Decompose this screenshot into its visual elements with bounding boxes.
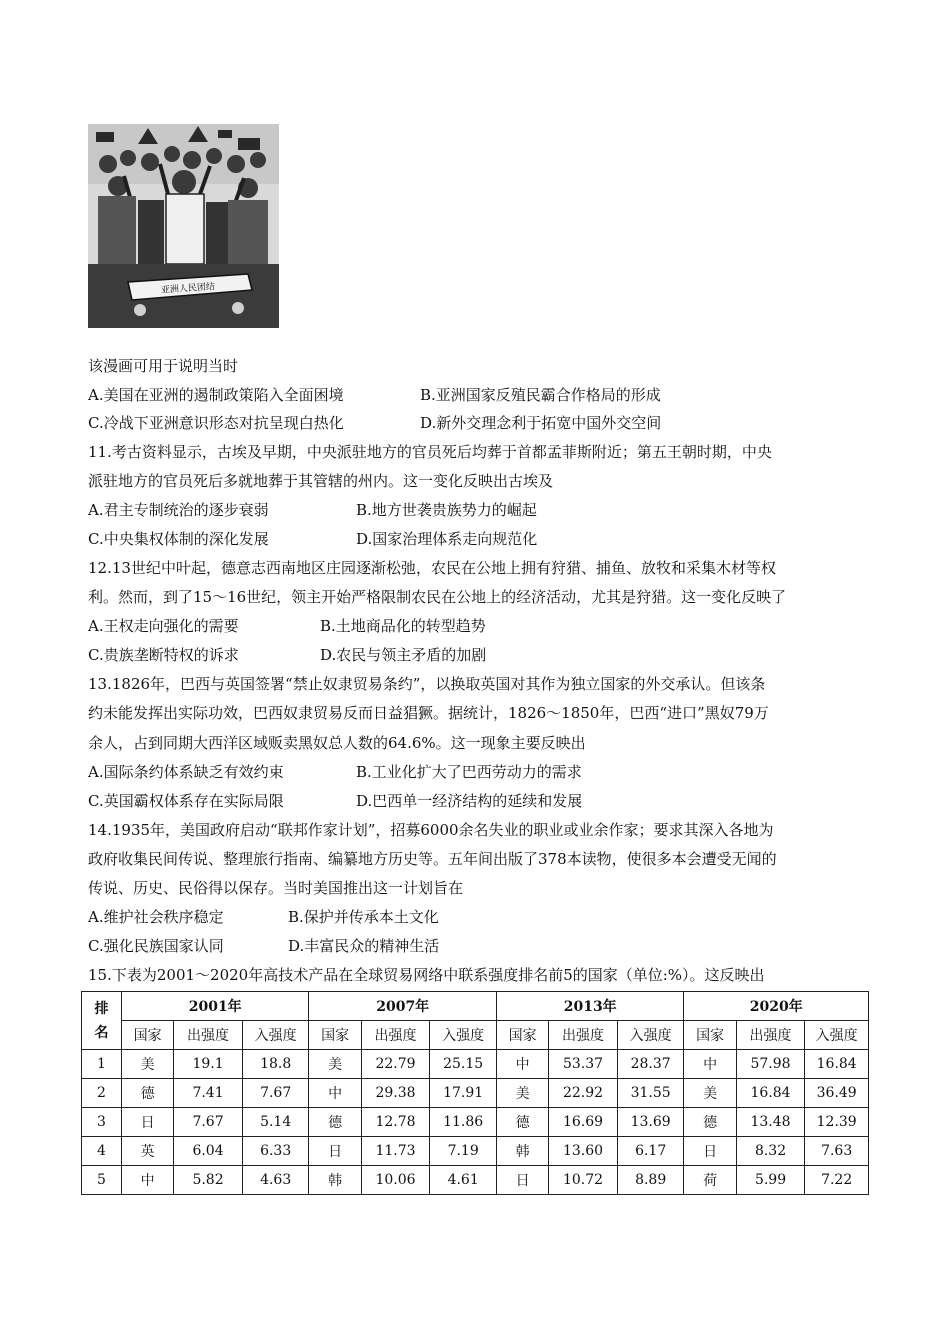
year-header-2001: 2001年 <box>121 992 309 1021</box>
table-cell: 29.38 <box>361 1079 430 1108</box>
table-cell: 13.48 <box>736 1108 805 1137</box>
q11-stem-line1: 11.考古资料显示，古埃及早期，中央派驻地方的官员死后均葬于首都孟菲斯附近；第五王朝时期，中央 <box>88 443 772 461</box>
q10-stem: 该漫画可用于说明当时 <box>88 357 239 375</box>
table-cell: 日 <box>684 1137 736 1166</box>
table-cell: 22.92 <box>549 1079 618 1108</box>
table-cell: 13.69 <box>617 1108 684 1137</box>
q10-option-c: C.冷战下亚洲意识形态对抗呈现白热化 <box>88 414 344 432</box>
table-cell: 53.37 <box>549 1050 618 1079</box>
table-row <box>82 1108 869 1137</box>
table-cell: 英 <box>121 1137 173 1166</box>
table-cell: 7.63 <box>805 1137 869 1166</box>
q11-option-c: C.中央集权体制的深化发展 <box>88 530 269 548</box>
table-cell: 11.73 <box>361 1137 430 1166</box>
table-cell: 7.41 <box>174 1079 243 1108</box>
table-cell: 7.19 <box>430 1137 497 1166</box>
table-cell: 16.69 <box>549 1108 618 1137</box>
rank-header-label: 排名 <box>94 1000 109 1041</box>
table-cell: 13.60 <box>549 1137 618 1166</box>
col-header-out: 出强度 <box>174 1021 243 1050</box>
q13-option-a: A.国际条约体系缺乏有效约束 <box>88 763 284 781</box>
col-header-in: 入强度 <box>805 1021 869 1050</box>
rank-cell: 4 <box>82 1137 122 1166</box>
year-header-2013: 2013年 <box>496 992 684 1021</box>
col-header-in: 入强度 <box>617 1021 684 1050</box>
table-cell: 36.49 <box>805 1079 869 1108</box>
trade-intensity-table <box>81 991 869 1195</box>
col-header-out: 出强度 <box>736 1021 805 1050</box>
q13-option-c: C.英国霸权体系存在实际局限 <box>88 792 284 810</box>
q14-option-b: B.保护并传承本土文化 <box>288 908 439 926</box>
q15-stem: 15.下表为2001～2020年高技术产品在全球贸易网络中联系强度排名前5的国家（单位:%）。这反映出 <box>88 966 765 984</box>
table-cell: 17.91 <box>430 1079 497 1108</box>
q11-option-a: A.君主专制统治的逐步衰弱 <box>88 501 269 519</box>
col-header-in: 入强度 <box>430 1021 497 1050</box>
q12-option-b: B.土地商品化的转型趋势 <box>320 617 486 635</box>
table-row <box>82 1137 869 1166</box>
table-cell: 5.99 <box>736 1166 805 1195</box>
year-header-2007: 2007年 <box>309 992 497 1021</box>
cartoon-banner-text: 亚洲人民团结 <box>160 282 216 296</box>
table-cell: 25.15 <box>430 1050 497 1079</box>
table-cell: 8.32 <box>736 1137 805 1166</box>
table-cell: 美 <box>684 1079 736 1108</box>
q11-stem-line2: 派驻地方的官员死后多就地葬于其管辖的州内。这一变化反映出古埃及 <box>88 472 554 490</box>
col-header-in: 入强度 <box>242 1021 309 1050</box>
col-header-out: 出强度 <box>361 1021 430 1050</box>
q10-option-a: A.美国在亚洲的遏制政策陷入全面困境 <box>88 386 344 404</box>
table-cell: 韩 <box>496 1137 548 1166</box>
rank-cell: 1 <box>82 1050 122 1079</box>
table-cell: 德 <box>121 1079 173 1108</box>
table-cell: 11.86 <box>430 1108 497 1137</box>
q10-option-d: D.新外交理念利于拓宽中国外交空间 <box>420 414 662 432</box>
table-cell: 日 <box>309 1137 361 1166</box>
q13-option-d: D.巴西单一经济结构的延续和发展 <box>356 792 583 810</box>
table-cell: 28.37 <box>617 1050 684 1079</box>
q12-stem-line1: 12.13世纪中叶起，德意志西南地区庄园逐渐松弛，农民在公地上拥有狩猎、捕鱼、放牧和采集木材等权 <box>88 559 776 577</box>
table-cell: 19.1 <box>174 1050 243 1079</box>
table-cell: 德 <box>496 1108 548 1137</box>
table-cell: 中 <box>309 1079 361 1108</box>
table-cell: 韩 <box>309 1166 361 1195</box>
table-cell: 12.78 <box>361 1108 430 1137</box>
table-cell: 5.82 <box>174 1166 243 1195</box>
table-cell: 中 <box>496 1050 548 1079</box>
q11-option-d: D.国家治理体系走向规范化 <box>356 530 538 548</box>
q14-stem-line1: 14.1935年，美国政府启动“联邦作家计划”，招募6000余名失业的职业或业余作家；要求其深入各地为 <box>88 821 774 839</box>
q10-option-b: B.亚洲国家反殖民霸合作格局的形成 <box>420 386 661 404</box>
table-cell: 美 <box>121 1050 173 1079</box>
year-header-2020: 2020年 <box>684 992 869 1021</box>
table-cell: 7.67 <box>242 1079 309 1108</box>
table-cell: 16.84 <box>736 1079 805 1108</box>
table-cell: 31.55 <box>617 1079 684 1108</box>
rank-header <box>82 992 122 1050</box>
q13-stem-line2: 约未能发挥出实际功效，巴西奴隶贸易反而日益猖獗。据统计，1826～1850年，巴西“进口”黑奴79万 <box>88 704 769 722</box>
table-cell: 5.14 <box>242 1108 309 1137</box>
table-cell: 6.33 <box>242 1137 309 1166</box>
table-cell: 10.72 <box>549 1166 618 1195</box>
q13-stem-line1: 13.1826年，巴西与英国签署“禁止奴隶贸易条约”，以换取英国对其作为独立国家的外交承认。但该条 <box>88 675 766 693</box>
table-cell: 10.06 <box>361 1166 430 1195</box>
col-header-country: 国家 <box>684 1021 736 1050</box>
table-cell: 7.67 <box>174 1108 243 1137</box>
q14-option-c: C.强化民族国家认同 <box>88 937 224 955</box>
q14-option-a: A.维护社会秩序稳定 <box>88 908 224 926</box>
col-header-country: 国家 <box>309 1021 361 1050</box>
table-cell: 荷 <box>684 1166 736 1195</box>
table-cell: 日 <box>496 1166 548 1195</box>
table-cell: 德 <box>309 1108 361 1137</box>
table-cell: 12.39 <box>805 1108 869 1137</box>
rank-cell: 2 <box>82 1079 122 1108</box>
table-cell: 中 <box>121 1166 173 1195</box>
q12-option-d: D.农民与领主矛盾的加剧 <box>320 646 487 664</box>
rank-cell: 5 <box>82 1166 122 1195</box>
q14-stem-line2: 政府收集民间传说、整理旅行指南、编纂地方历史等。五年间出版了378本读物，使很多本会遭受无闻的 <box>88 850 777 868</box>
table-cell: 中 <box>684 1050 736 1079</box>
q11-option-b: B.地方世袭贵族势力的崛起 <box>356 501 537 519</box>
table-cell: 美 <box>309 1050 361 1079</box>
table-cell: 美 <box>496 1079 548 1108</box>
q12-option-c: C.贵族垄断特权的诉求 <box>88 646 239 664</box>
q13-stem-line3: 余人，占到同期大西洋区域贩卖黑奴总人数的64.6%。这一现象主要反映出 <box>88 734 586 752</box>
table-cell: 日 <box>121 1108 173 1137</box>
table-cell: 22.79 <box>361 1050 430 1079</box>
table-cell: 7.22 <box>805 1166 869 1195</box>
table-cell: 德 <box>684 1108 736 1137</box>
table-cell: 4.63 <box>242 1166 309 1195</box>
q14-stem-line3: 传说、历史、民俗得以保存。当时美国推出这一计划旨在 <box>88 879 464 897</box>
col-header-out: 出强度 <box>549 1021 618 1050</box>
col-header-country: 国家 <box>496 1021 548 1050</box>
q14-option-d: D.丰富民众的精神生活 <box>288 937 440 955</box>
q13-option-b: B.工业化扩大了巴西劳动力的需求 <box>356 763 582 781</box>
table-cell: 16.84 <box>805 1050 869 1079</box>
table-row <box>82 1050 869 1079</box>
q12-option-a: A.王权走向强化的需要 <box>88 617 239 635</box>
cartoon-illustration <box>88 124 279 328</box>
col-header-country: 国家 <box>121 1021 173 1050</box>
table-cell: 8.89 <box>617 1166 684 1195</box>
table-cell: 6.17 <box>617 1137 684 1166</box>
table-cell: 57.98 <box>736 1050 805 1079</box>
table-row <box>82 1079 869 1108</box>
table-cell: 18.8 <box>242 1050 309 1079</box>
table-cell: 6.04 <box>174 1137 243 1166</box>
table-body <box>82 1050 869 1195</box>
table-row <box>82 1166 869 1195</box>
rank-cell: 3 <box>82 1108 122 1137</box>
q12-stem-line2: 利。然而，到了15～16世纪，领主开始严格限制农民在公地上的经济活动，尤其是狩猎。这一变化反映了 <box>88 588 787 606</box>
table-cell: 4.61 <box>430 1166 497 1195</box>
